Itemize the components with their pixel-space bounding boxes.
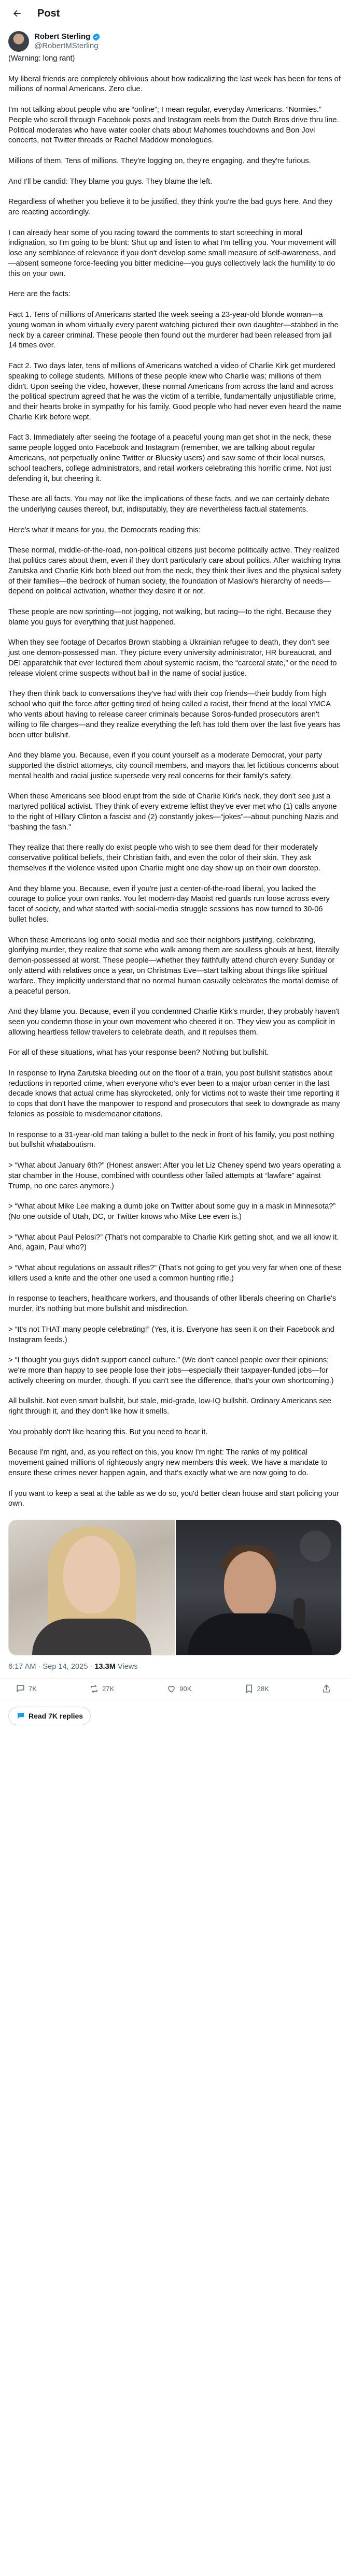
reply-count: 7K	[29, 1684, 37, 1693]
post-paragraph: Here's what it means for you, the Democrats reading this:	[8, 526, 201, 534]
post-paragraph: If you want to keep a seat at the table as we do so, you'd better clean house and start policing your own.	[8, 1489, 342, 1508]
media-image-right[interactable]	[176, 1520, 342, 1655]
post-paragraph: In response to Iryna Zarutska bleeding out on the floor of a train, you post bullshit statistics about reductions in reported crime, when everyone who's ever been to a major urban center in the last decade knows that actual crime has skyrocketed, only for victims not to waste their time reporting it to cops that don't have the manpower to respond and prosecutors that seek to downgrade as many felonies as possible to misdemeanor citations.	[8, 1069, 342, 1119]
post-paragraph: For all of these situations, what has your response been? Nothing but bullshit.	[8, 1049, 269, 1057]
post-paragraph: > “What about Paul Pelosi?” (That's not comparable to Charlie Kirk getting shot, and we all know it. And, again, Paul who?)	[8, 1233, 341, 1252]
post-paragraph: Because I'm right, and, as you reflect on this, you know I'm right: The ranks of my political movement gained millions of righteously angry new members this week. We have a mandate to ensure these crimes never happen again, and that's exactly what we are now going to do.	[8, 1448, 330, 1477]
post-meta	[0, 1655, 350, 1679]
post-paragraph: Fact 1. Tens of millions of Americans started the week seeing a 23-year-old blonde woman—a young woman in whom virtually every parent watching pictured their own daughter—stabbed in the neck by a career criminal. These people then found out the murderer had been released from jail 14 times over.	[8, 310, 341, 350]
post-paragraph: > “I thought you guys didn't support cancel culture.” (We don't cancel people over their opinions; we're more than happy to see people lose their jobs—especially their taxpayer-funded jobs—for actively cheering on murder, though. If you can't see the difference, that's your own shortcoming.)	[8, 1356, 334, 1385]
post-paragraph: They realize that there really do exist people who wish to see them dead for their moderately conservative political beliefs, their Christian faith, and even the color of their skin. They ask themselves if the violence visited upon Charlie might one day show up on their own doorstep.	[8, 843, 320, 872]
bookmark-icon	[244, 1684, 254, 1694]
post-paragraph: And they blame you. Because, even if you count yourself as a moderate Democrat, your party supported the district attorneys, city council members, and mayors that let fictitious concerns about mental health and racial justice supersede very real concerns for their family's safety.	[8, 751, 341, 780]
heart-icon	[166, 1684, 176, 1694]
views-label: Views	[115, 1662, 138, 1671]
post-paragraph: In response to a 31-year-old man taking a bullet to the neck in front of his family, you post nothing but bullshit whataboutism.	[8, 1130, 337, 1149]
repost-button[interactable]	[89, 1684, 114, 1694]
top-bar	[0, 0, 350, 27]
post-paragraph: Millions of them. Tens of millions. They're logging on, they're engaging, and they're furious.	[8, 156, 311, 165]
post-paragraph: I can already hear some of you racing toward the comments to start screeching in moral indignation, so I'm going to be blunt: Shut up and listen to what I'm telling you. Your movement will lose any semblance of relevance if you don't develop some small measure of self-awareness, and—absent someone force-feeding you bitter medicine—you guys collectively lack the humility to do this on your own.	[8, 228, 338, 278]
bookmark-button[interactable]	[244, 1684, 269, 1694]
avatar[interactable]	[8, 31, 29, 52]
back-button[interactable]	[8, 5, 26, 22]
post-paragraph: When these Americans see blood erupt from the side of Charlie Kirk's neck, they don't see just a martyred political activist. They think of every extreme leftist they've ever met who (1) calls anyone to the right of Hillary Clinton a fascist and (2) constantly jokes—“jokes”—about punching Nazis and “bashing the fash.”	[8, 792, 341, 832]
post-paragraph: In response to teachers, healthcare workers, and thousands of other liberals cheering on Charlie's murder, it's nothing but more bullshit and misdirection.	[8, 1294, 339, 1314]
post-paragraph: My liberal friends are completely oblivious about how radicalizing the last week has been for tens of millions of normal Americans. Zero clue.	[8, 75, 343, 94]
reply-button[interactable]	[16, 1684, 37, 1694]
post-paragraph: Regardless of whether you believe it to be justified, they think you're the bad guys here. And they are reacting accordingly.	[8, 198, 335, 216]
share-icon	[321, 1684, 331, 1694]
post-paragraph: They then think back to conversations they've had with their cop friends—their buddy from high school who quit the force after getting tired of being called a racist, their friend at the local YMCA who vents about having to release career criminals because Soros-funded prosecutors aren't willing to file charges—and they realize everything the left has told them over the last five years has been utter bullshit.	[8, 690, 343, 739]
post-paragraph: You probably don't like hearing this. But you need to hear it.	[8, 1428, 208, 1436]
post-paragraph: > “What about January 6th?” (Honest answer: After you let Liz Cheney spend two years operating a star chamber in the House, combined with countless other failed attempts at “lawfare” against Trump, no one cares anymore.)	[8, 1161, 343, 1190]
arrow-left-icon	[12, 8, 22, 19]
post-paragraph: And they blame you. Because, even if you condemned Charlie Kirk's murder, they probably haven't seen you condemn those in your own movement who cheered it on. They view you as complicit in allowing heartless fellow travelers to celebrate death, and it repulses them.	[8, 1008, 342, 1037]
post-paragraph: All bullshit. Not even smart bullshit, but stale, mid-grade, low-IQ bullshit. Ordinary Americans see right through it, and they don't like how it smells.	[8, 1397, 333, 1416]
reply-icon	[16, 1684, 25, 1694]
post-paragraph: And I'll be candid: They blame you guys. They blame the left.	[8, 177, 213, 186]
read-replies-label: Read 7K replies	[29, 1711, 83, 1720]
post-paragraph: Fact 2. Two days later, tens of millions of Americans watched a video of Charlie Kirk get murdered speaking to college students. Millions of these people knew who Charlie was; millions of them didn't. Upon seeing the video, however, these normal Americans from across the land and across the political spectrum agreed that he was the victim of a terrible, fundamentally unjustifiable crime, and their hearts broke in sympathy for his family. Good people who had never even heard the name Charlie Kirk before wept.	[8, 361, 344, 421]
author-name[interactable]: Robert Sterling	[34, 32, 91, 41]
post-paragraph: And they blame you. Because, even if you're just a center-of-the-road liberal, you lacked the courage to police your own ranks. You let modern-day Maoist red guards run loose across every facet of society, and what started with social-media struggle sessions has now turned to 30-06 bullet holes.	[8, 884, 332, 924]
post-author[interactable]	[0, 27, 350, 54]
page-title: Post	[37, 7, 60, 19]
post-paragraph: > “What about Mike Lee making a dumb joke on Twitter about some guy in a mask in Minnesota?” (No one outside of Utah, DC, or Twitter knows who Mike Lee even is.)	[8, 1202, 338, 1221]
post-body	[0, 54, 350, 1509]
post-paragraph: > “It's not THAT many people celebrating!” (Yes, it is. Everyone has seen it on their Facebook and Instagram feeds.)	[8, 1325, 337, 1344]
post-paragraph: Fact 3. Immediately after seeing the footage of a peaceful young man get shot in the neck, these same people logged onto Facebook and Instagram (remember, we are talking about regular Americans, not perpetually online Twitter or Bluesky users) and saw some of their local nurses, school teachers, college administrators, and retail workers celebrating this horrific crime. Not just defending it, but cheering it.	[8, 433, 334, 483]
post-paragraph: When these Americans log onto social media and see their neighbors justifying, celebrating, glorifying murder, they realize that some who walk among them are soulless ghouls at best, literally demon-possessed at worst. These people—whether they faithfully attend church every Sunday or only attend with relatives once a year, on Christmas Eve—start talking about things like spiritual warfare. They implicitly understand that no normal human casually celebrates the mortal demise of a peaceful person.	[8, 936, 342, 996]
like-count: 90K	[179, 1684, 192, 1693]
post-paragraph: When they see footage of Decarlos Brown stabbing a Ukrainian refugee to death, they don't see just one demon-possessed man. They picture every university administrator, HR bureaucrat, and DEI apparatchik that ever lectured them about systemic racism, the “carceral state,” or the need to release violent crime suspects without bail in the name of social justice.	[8, 638, 339, 678]
post-paragraph: These are all facts. You may not like the implications of these facts, and we can certainly debate the underlying causes thereof, but, indisputably, they are nevertheless factual statements.	[8, 495, 332, 514]
post-paragraph: These normal, middle-of-the-road, non-political citizens just become politically active. They realized that politics cares about them, even if they don't particularly care about politics. After watching Iryna Zarutska and Charlie Kirk both bleed out from the neck, they think their lives and the physical safety of their families—the bedrock of human society, the foundation of Maslow's hierarchy of needs—depend on political activation, whether they desire it or not.	[8, 546, 344, 596]
read-replies-button[interactable]	[8, 1707, 91, 1725]
action-bar	[0, 1679, 350, 1699]
repost-icon	[89, 1684, 99, 1694]
post-paragraph: These people are now sprinting—not jogging, not walking, but racing—to the right. Because they blame you guys for everything that just happened.	[8, 608, 334, 627]
like-button[interactable]	[166, 1684, 191, 1694]
bookmark-count: 28K	[257, 1684, 269, 1693]
share-button[interactable]	[321, 1684, 334, 1694]
author-handle[interactable]: @RobertMSterling	[34, 41, 99, 50]
post-timestamp[interactable]: 6:17 AM · Sep 14, 2025 ·	[8, 1662, 95, 1671]
post-paragraph: > “What about regulations on assault rifles?” (That's not going to get you very far when one of these killers used a knife and the other one used a common hunting rifle.)	[8, 1264, 344, 1283]
post-paragraph: I'm not talking about people who are “online”; I mean regular, everyday Americans. “Normies.” People who scroll through Facebook posts and Instagram reels from the Dutch Bros drive thru line. Political moderates who have water cooler chats about Mahomes touchdowns and Bon Jovi concerts, not Twitter threads or Rachel Maddow monologues.	[8, 105, 341, 145]
post-paragraph: Here are the facts:	[8, 290, 71, 299]
post-paragraph: (Warning: long rant)	[8, 54, 75, 63]
media-image-left[interactable]	[9, 1520, 176, 1655]
view-count: 13.3M	[94, 1662, 116, 1671]
verified-badge-icon	[92, 33, 101, 41]
post-media[interactable]	[8, 1520, 342, 1655]
repost-count: 27K	[102, 1684, 115, 1693]
reply-bubble-icon	[16, 1711, 25, 1721]
